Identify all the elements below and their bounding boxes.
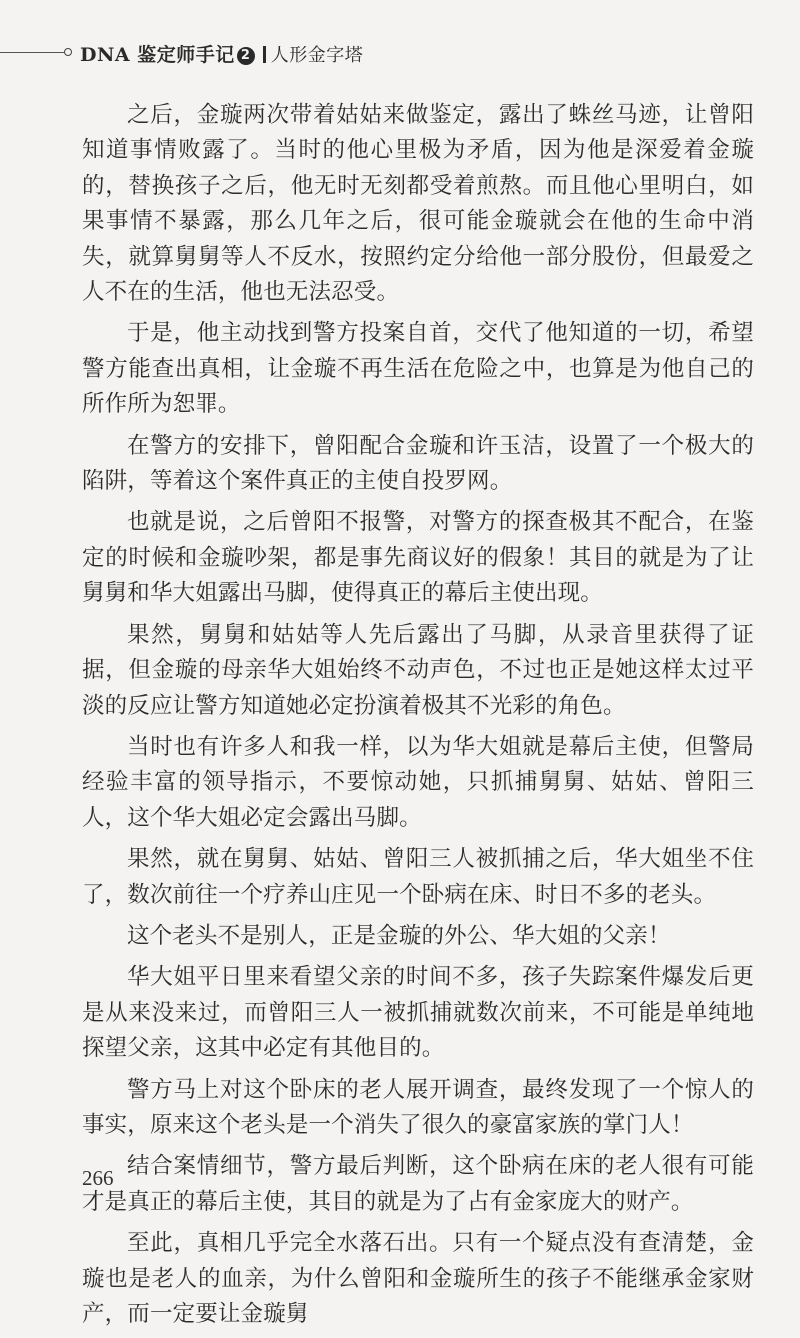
header-title	[80, 40, 363, 67]
page-number: 266	[82, 1166, 114, 1190]
paragraph: 之后，金璇两次带着姑姑来做鉴定，露出了蛛丝马迹，让曾阳知道事情败露了。当时的他心里极为矛盾，因为他是深爱着金璇的，替换孩子之后，他无时无刻都受着煎熬。而且他心里明白，如果事情不暴露，那么几年之后，很可能金璇就会在他的生命中消失，就算舅舅等人不反水，按照约定分给他一部分股份，但最爱之人不在的生活，他也无法忍受。	[82, 102, 754, 306]
paragraph: 果然，就在舅舅、姑姑、曾阳三人被抓捕之后，华大姐坐不住了，数次前往一个疗养山庄见一个卧病在床、时日不多的老头。	[82, 846, 754, 908]
running-header	[0, 38, 800, 68]
header-divider	[263, 46, 266, 63]
paragraph: 这个老头不是别人，正是金璇的外公、华大姐的父亲！	[127, 922, 671, 949]
paragraph: 在警方的安排下，曾阳配合金璇和许玉洁，设置了一个极大的陷阱，等着这个案件真正的主使自投罗网。	[82, 432, 754, 495]
volume-badge: 2	[237, 47, 255, 65]
body-text	[82, 98, 754, 1338]
paragraph: 当时也有许多人和我一样，以为华大姐就是幕后主使，但警局经验丰富的领导指示，不要惊动她，只抓捕舅舅、姑姑、曾阳三人，这个华大姐必定会露出马脚。	[82, 733, 754, 831]
paragraph: 华大姐平日里来看望父亲的时间不多，孩子失踪案件爆发后更是从来没来过，而曾阳三人一被抓捕就数次前来，不可能是单纯地探望父亲，这其中必定有其他目的。	[82, 964, 754, 1062]
paragraph: 警方马上对这个卧床的老人展开调查，最终发现了一个惊人的事实，原来这个老头是一个消失了很久的豪富家族的掌门人！	[82, 1076, 754, 1138]
book-subtitle: 人形金字塔	[270, 45, 364, 66]
header-dot	[64, 48, 72, 56]
paragraph: 至此，真相几乎完全水落石出。只有一个疑点没有查清楚，金璇也是老人的血亲，为什么曾阳和金璇所生的孩子不能继承金家财产，而一定要让金璇舅	[82, 1230, 754, 1327]
header-rule	[0, 52, 66, 53]
paragraph: 果然，舅舅和姑姑等人先后露出了马脚，从录音里获得了证据，但金璇的母亲华大姐始终不动声色，不过也正是她这样太过平淡的反应让警方知道她必定扮演着极其不光彩的角色。	[82, 621, 754, 719]
paragraph: 于是，他主动找到警方投案自首，交代了他知道的一切，希望警方能查出真相，让金璇不再生活在危险之中，也算是为他自己的所作所为恕罪。	[82, 320, 754, 418]
paragraph: 也就是说，之后曾阳不报警，对警方的探查极其不配合，在鉴定的时候和金璇吵架，都是事先商议好的假象！其目的就是为了让舅舅和华大姐露出马脚，使得真正的幕后主使出现。	[82, 509, 754, 607]
paragraph: 结合案情细节，警方最后判断，这个卧病在床的老人很有可能才是真正的幕后主使，其目的就是为了占有金家庞大的财产。	[82, 1153, 754, 1215]
book-title: DNA 鉴定师手记	[80, 44, 235, 66]
